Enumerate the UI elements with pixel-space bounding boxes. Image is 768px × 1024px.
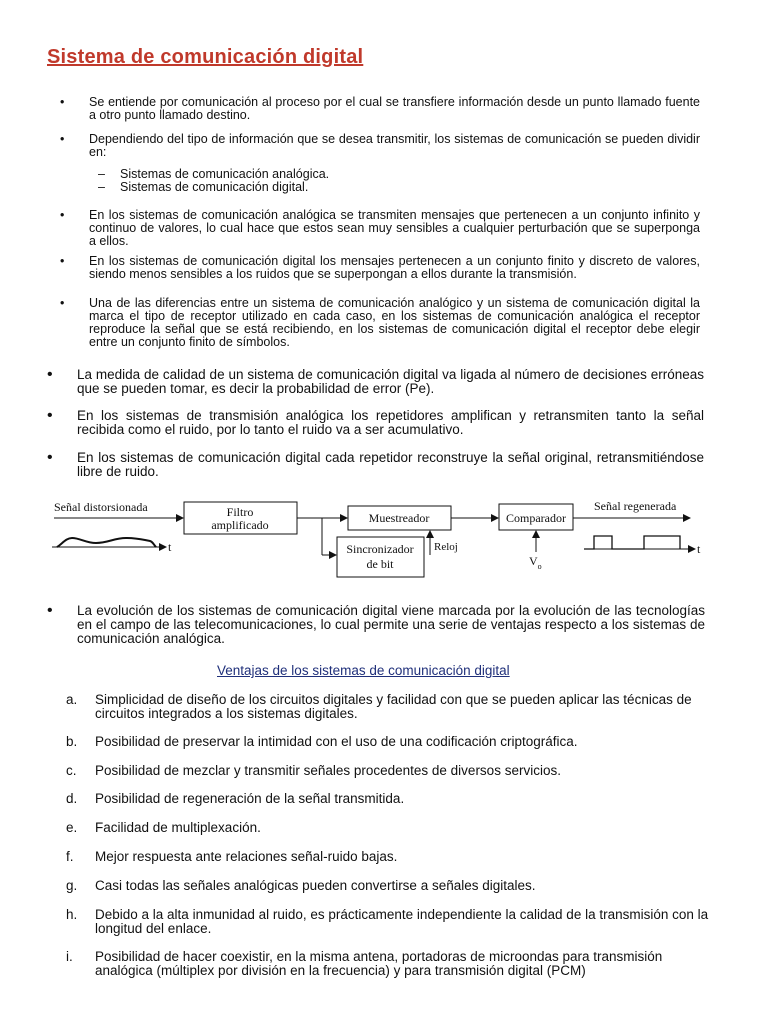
advantage-text: Facilidad de multiplexación. [95,820,261,835]
reference-voltage-subscript: o [537,562,542,571]
filter-label-line2: amplificado [211,518,269,532]
advantage-marker: a. [66,692,78,707]
bullet-item [60,96,700,124]
comparator-label: Comparador [506,511,566,525]
advantage-marker: h. [66,907,78,922]
page-title: Sistema de comunicación digital [47,46,364,68]
input-signal-label: Señal distorsionada [54,500,148,514]
output-time-label: t [697,542,701,556]
bullet-marker: • [60,254,65,268]
bullet-item [60,133,700,161]
dash-marker: – [98,167,105,181]
bullet-marker: • [47,602,53,619]
sampler-label: Muestreador [368,511,430,525]
bullet-text: La medida de calidad de un sistema de comunicación digital va ligada al número de decisiones erróneas que se pueden tomar, es decir la probabilidad de error (Pe). [77,367,704,396]
advantage-text: Posibilidad de mezclar y transmitir señales procedentes de diversos servicios. [95,763,561,778]
advantage-text: Posibilidad de preservar la intimidad con el uso de una codificación criptográfica. [95,734,578,749]
bullet-marker: • [47,366,53,383]
advantage-marker: g. [66,878,78,893]
bullet-item [47,604,705,648]
bullet-text: En los sistemas de comunicación analógica se transmiten mensajes que pertenecen a un conjunto infinito y continuo de valores, lo cual hace que estos sean muy sensibles a cualquier perturbación que se superponga a ellos. [89,208,700,248]
bit-sync-label-line1: Sincronizador [346,542,414,556]
bullet-item [60,297,700,353]
sub-item-text: Sistemas de comunicación digital. [120,180,309,194]
output-signal-label: Señal regenerada [594,499,677,513]
bullet-item [60,255,700,283]
distorted-waveform [57,538,156,547]
bullet-text: Se entiende por comunicación al proceso por el cual se transfiere información desde un punto llamado fuente a otro punto llamado destino. [89,95,700,122]
advantage-text: Mejor respuesta ante relaciones señal-ruido bajas. [95,849,398,864]
filter-label-line1: Filtro [226,505,254,519]
reference-voltage-symbol: V [529,554,538,568]
clock-label: Reloj [434,541,458,553]
bullet-item [47,368,704,398]
bullet-marker: • [47,407,53,424]
advantage-marker: e. [66,820,78,835]
bullet-text: En los sistemas de comunicación digital cada repetidor reconstruye la señal original, retransmitiéndose libre de ruido. [77,450,704,479]
advantage-marker: d. [66,791,78,806]
input-time-label: t [168,540,172,554]
bullet-marker: • [60,95,65,109]
bullet-item [47,409,704,439]
bullet-text: En los sistemas de comunicación digital los mensajes pertenecen a un conjunto finito y discreto de valores, siendo menos sensibles a los ruidos que se superpongan a ellos durante la transmisión. [89,254,700,281]
regenerative-repeater-diagram [0,492,768,592]
advantage-marker: f. [66,849,74,864]
advantage-marker: i. [66,949,73,964]
dash-marker: – [98,180,105,194]
advantage-text: Posibilidad de regeneración de la señal transmitida. [95,791,405,806]
sub-item-text: Sistemas de comunicación analógica. [120,167,330,181]
bit-sync-label-line2: de bit [366,557,394,571]
advantage-text: Simplicidad de diseño de los circuitos digitales y facilidad con que se pueden aplicar las técnicas de circuitos integrados a los sistemas digitales. [95,692,692,721]
bullet-text: La evolución de los sistemas de comunicación digital viene marcada por la evolución de las tecnologías en el campo de las telecomunicaciones, lo cual permite una serie de ventajas respecto a los sistemas de comunicación analógica. [77,603,705,646]
advantage-text: Casi todas las señales analógicas pueden convertirse a señales digitales. [95,878,536,893]
bullet-marker: • [47,449,53,466]
bullet-text: Dependiendo del tipo de información que se desea transmitir, los sistemas de comunicación se pueden dividir en: [89,132,700,159]
advantage-text: Debido a la alta inmunidad al ruido, es prácticamente independiente la calidad de la transmisión con la longitud del enlace. [95,907,709,936]
regenerated-waveform [584,536,680,549]
advantage-marker: c. [66,763,77,778]
bullet-item [60,209,700,251]
advantages-title: Ventajas de los sistemas de comunicación digital [217,663,510,678]
advantage-text: Posibilidad de hacer coexistir, en la misma antena, portadoras de microondas para transmisión analógica (múltiplex por división en la frecuencia) y para transmisión digital (PCM) [95,949,663,978]
bullet-marker: • [60,208,65,222]
bullet-item [47,451,704,481]
advantage-marker: b. [66,734,78,749]
bullet-text: En los sistemas de transmisión analógica los repetidores amplifican y retransmiten tanto la señal recibida como el ruido, por lo tanto el ruido va a ser acumulativo. [77,408,704,437]
reference-voltage-label [529,554,542,571]
bullet-marker: • [60,132,65,146]
bullet-marker: • [60,296,65,310]
bullet-text: Una de las diferencias entre un sistema de comunicación analógico y un sistema de comunicación digital la marca el tipo de receptor utilizado en cada caso, en los sistemas de comunicación analógica el receptor reproduce la señal que se está recibiendo, en los sistemas de comunicación digital el receptor debe elegir entre un conjunto finito de símbolos. [89,296,700,349]
